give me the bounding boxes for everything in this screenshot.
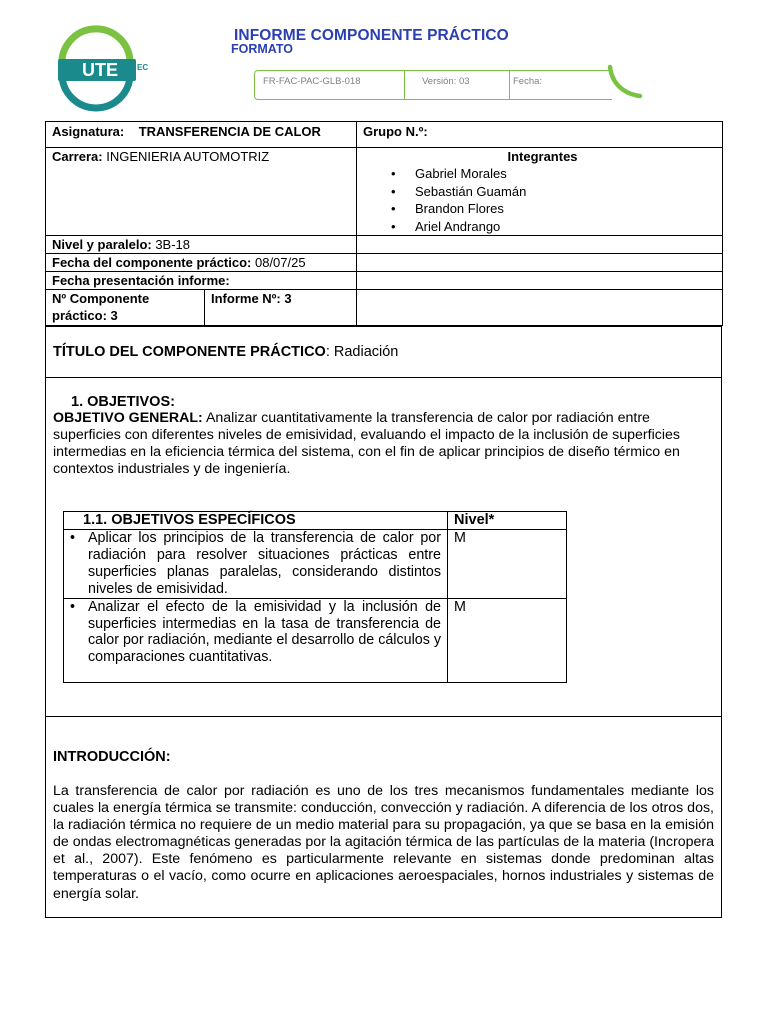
bullet-icon: • xyxy=(70,598,76,615)
asignatura-label: Asignatura: xyxy=(52,124,125,139)
nivel-value: 3B-18 xyxy=(151,237,191,253)
componente-number-cell: Nº Componente práctico: 3 xyxy=(46,290,205,326)
titulo-label: TÍTULO DEL COMPONENTE PRÁCTICO xyxy=(53,344,326,360)
nivel-header: Nivel* xyxy=(448,512,567,530)
document-version: Versión: 03 xyxy=(405,71,510,99)
logo-suffix: EC xyxy=(137,63,149,72)
integrante-item: • Brandon Flores xyxy=(391,200,722,218)
objetivo-general-text: Analizar cuantitativamente la transferencia de calor por radiación entre superficies con diferentes niveles de emisividad, evaluando el impacto de la inclusión de superficies intermedias en la eficiencia térmica del sistema, con el fin de aplicar principios de diseño térmico en contextos industriales y de ingeniería. xyxy=(53,410,680,477)
integrantes-label: Integrantes xyxy=(507,149,578,164)
asignatura-value: TRANSFERENCIA DE CALOR xyxy=(138,124,321,139)
fecha-componente-label: Fecha del componente práctico: xyxy=(52,255,252,271)
fecha-presentacion-label: Fecha presentación informe: xyxy=(52,273,230,289)
info-table xyxy=(45,121,723,326)
objetivo-general xyxy=(53,410,715,478)
nivel-cell xyxy=(46,236,357,254)
grupo-label: Grupo N.º: xyxy=(363,124,428,139)
document-date: Fecha: xyxy=(513,76,543,87)
integrantes-cell xyxy=(357,148,723,236)
especifico-item xyxy=(64,598,448,682)
especificos-header: 1.1. OBJETIVOS ESPECÍFICOS xyxy=(64,512,448,530)
bullet-icon: • xyxy=(70,530,76,546)
especifico-text: Analizar el efecto de la emisividad y la inclusión de superficies intermedias en la tasa de transferencia de calor por radiación, mediante el desarrollo de cálculos y comparaciones cuantitativas. xyxy=(88,598,441,666)
especifico-nivel: M xyxy=(448,598,567,682)
integrante-item: • Ariel Andrango xyxy=(391,218,722,236)
fecha-componente-value: 08/07/25 xyxy=(251,255,306,271)
informe-number-cell: Informe Nº: 3 xyxy=(205,290,357,326)
carrera-cell xyxy=(46,148,357,236)
document-code: FR-FAC-PAC-GLB-018 xyxy=(255,71,405,99)
fecha-componente-cell xyxy=(46,254,357,272)
carrera-label: Carrera: xyxy=(52,149,103,164)
objetivo-general-label: OBJETIVO GENERAL: xyxy=(53,410,203,426)
objetivos-heading: 1. OBJETIVOS: xyxy=(71,394,175,410)
grupo-cell xyxy=(357,122,723,148)
document-subtitle: FORMATO xyxy=(231,42,294,56)
carrera-value: INGENIERIA AUTOMOTRIZ xyxy=(102,149,270,164)
green-arc-decoration xyxy=(596,64,644,102)
document-code-box xyxy=(254,70,612,100)
objetivos-especificos-table xyxy=(63,511,567,683)
empty-cell xyxy=(357,236,723,254)
titulo-line xyxy=(53,344,398,360)
integrante-item: • Sebastián Guamán xyxy=(391,183,722,201)
especifico-text: Aplicar los principios de la transferencia de calor por radiación para resolver situaciones prácticas entre superficies planas paralelas, considerando distintos niveles de emisividad. xyxy=(88,530,441,597)
nivel-label: Nivel y paralelo: xyxy=(52,237,152,253)
introduccion-text: La transferencia de calor por radiación es uno de los tres mecanismos fundamentales mediante los cuales la energía térmica se transmite: conducción, convección y radiación. A diferencia de los otros dos, la radiación térmica no requiere de un medio material para su propagación, ya que se basa en la emisión de ondas electromagnéticas generadas por la agitación térmica de las partículas de la materia (Incropera et al., 2007). Este fenómeno es particularmente relevante en sistemas donde predominan altas temperaturas o el vacío, como ocurre en aplicaciones aeroespaciales, hornos industriales y sistemas de energía solar. xyxy=(53,783,714,902)
logo-text: UTE xyxy=(82,60,118,80)
especifico-nivel: M xyxy=(448,530,567,599)
empty-cell xyxy=(357,272,723,290)
asignatura-cell xyxy=(46,122,357,148)
fecha-presentacion-cell xyxy=(46,272,357,290)
introduccion-heading: INTRODUCCIÓN: xyxy=(53,749,171,765)
especifico-item xyxy=(64,530,448,599)
integrantes-list xyxy=(363,165,722,235)
document-title: INFORME COMPONENTE PRÁCTICO xyxy=(234,27,509,44)
empty-cell xyxy=(357,254,723,272)
empty-cell xyxy=(357,290,723,326)
ute-logo xyxy=(56,34,149,108)
integrante-item: • Gabriel Morales xyxy=(391,165,722,183)
titulo-value: : Radiación xyxy=(325,344,399,360)
